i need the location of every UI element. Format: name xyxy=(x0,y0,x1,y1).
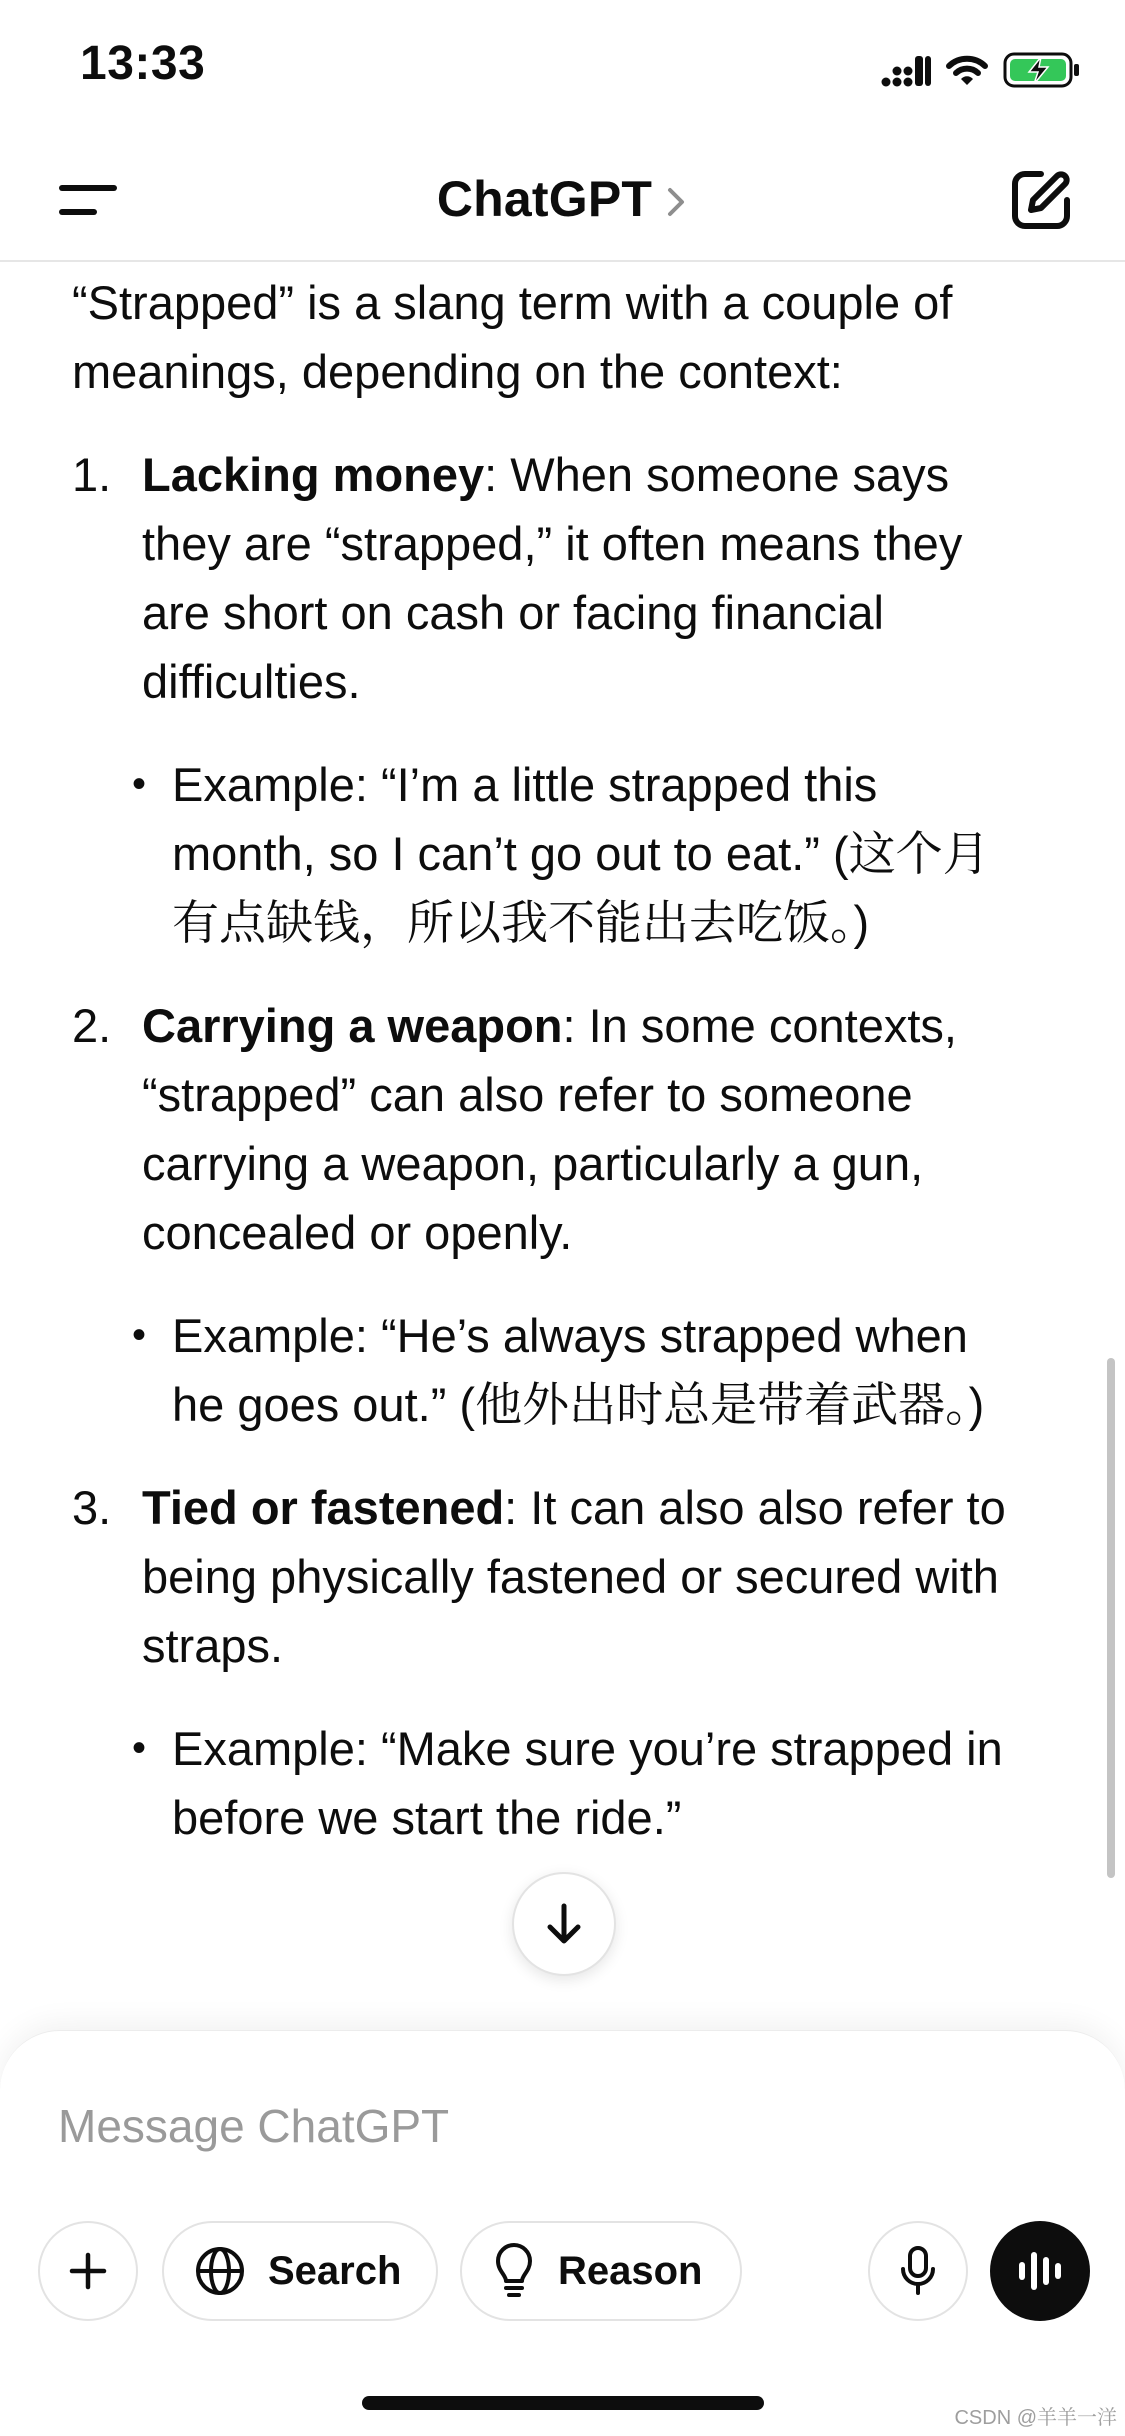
example-item xyxy=(72,750,1032,957)
example-text: Example: “I’m a little strapped this month, so I can’t go out to eat.” (这个月有点缺钱，所以我不能出去吃饭。) xyxy=(172,758,990,949)
list-item-definition: : In some contexts, “strapped” can also refer to someone carrying a weapon, particularly a gun, concealed or openly. xyxy=(142,999,957,1259)
lightbulb-icon xyxy=(492,2243,536,2299)
list-item-body xyxy=(142,440,1032,716)
attach-button[interactable] xyxy=(38,2221,138,2321)
dictate-button[interactable] xyxy=(868,2221,968,2321)
model-selector[interactable] xyxy=(0,170,1125,232)
list-item-number: 1. xyxy=(72,448,112,501)
chat-content xyxy=(0,262,1125,2022)
list-item xyxy=(72,440,1032,716)
watermark: CSDN @羊羊一洋 xyxy=(954,2407,1117,2429)
message-intro: “Strapped” is a slang term with a couple of meanings, depending on the context: xyxy=(72,276,953,398)
example-item xyxy=(72,1714,1032,1852)
bullet-icon: • xyxy=(132,762,147,806)
search-button-label: Search xyxy=(268,2248,402,2293)
search-button[interactable] xyxy=(162,2221,438,2321)
example-text: Example: “Make sure you’re strapped in before we start the ride.” xyxy=(172,1722,1003,1844)
edit-icon xyxy=(1007,166,1075,234)
list-item-term: Tied or fastened xyxy=(142,1481,505,1534)
wifi-icon xyxy=(945,52,989,88)
home-indicator[interactable] xyxy=(362,2396,764,2410)
bullet-icon: • xyxy=(132,1726,147,1770)
top-nav-bar xyxy=(0,140,1125,262)
new-chat-button[interactable] xyxy=(1007,166,1075,234)
list-item-body xyxy=(142,1473,1032,1680)
cellular-signal-icon xyxy=(881,52,931,88)
arrow-down-icon xyxy=(540,1900,588,1948)
scroll-to-bottom-button[interactable] xyxy=(512,1872,616,1976)
chevron-right-icon xyxy=(666,174,688,232)
list-item-definition: : It can also also refer to being physically fastened or secured with straps. xyxy=(142,1481,1006,1672)
status-bar xyxy=(0,0,1125,140)
list-item-definition: : When someone says they are “strapped,” it often means they are short on cash or facing financial difficulties. xyxy=(142,448,963,708)
message-input[interactable] xyxy=(58,2091,958,2161)
list-item-term: Lacking money xyxy=(142,448,485,501)
battery-charging-icon xyxy=(1003,51,1081,89)
reason-button-label: Reason xyxy=(558,2248,703,2293)
scrollbar[interactable] xyxy=(1107,1358,1115,1878)
globe-icon xyxy=(194,2245,246,2297)
example-item xyxy=(72,1301,1032,1439)
list-item xyxy=(72,1473,1032,1680)
list-item-number: 3. xyxy=(72,1481,112,1534)
status-icons xyxy=(881,46,1081,94)
example-text: Example: “He’s always strapped when he goes out.” (他外出时总是带着武器。) xyxy=(172,1309,985,1431)
plus-icon xyxy=(68,2251,108,2291)
voice-waveform-icon xyxy=(1015,2249,1065,2293)
bullet-icon: • xyxy=(132,1313,147,1357)
status-time: 13:33 xyxy=(80,37,206,90)
header-title: ChatGPT xyxy=(436,171,653,227)
message-composer xyxy=(0,2030,1125,2436)
list-item-number: 2. xyxy=(72,999,112,1052)
list-item xyxy=(72,991,1032,1267)
list-item-term: Carrying a weapon xyxy=(142,999,563,1052)
microphone-icon xyxy=(898,2245,938,2297)
voice-mode-button[interactable] xyxy=(990,2221,1090,2321)
list-item-body xyxy=(142,991,1032,1267)
reason-button[interactable] xyxy=(460,2221,742,2321)
assistant-message xyxy=(72,262,1032,1852)
